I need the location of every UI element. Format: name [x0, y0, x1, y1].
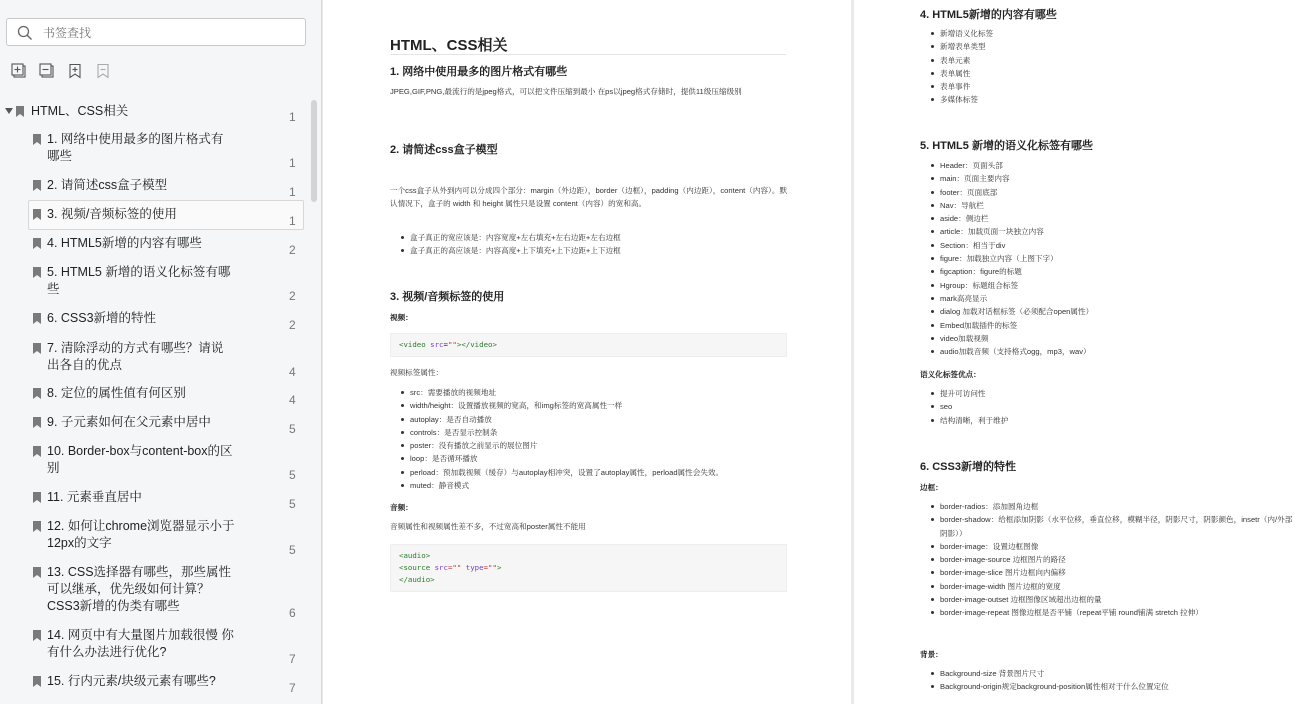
list-item: border-image-repeat 图像边框是否平铺（repeat平铺 round铺满 stretch 拉伸） [940, 606, 1296, 619]
list-item: aside：侧边栏 [940, 212, 1093, 225]
bookmark-icon [33, 567, 41, 578]
section-heading: 5. HTML5 新增的语义化标签有哪些 [920, 140, 1093, 152]
bullet-list [410, 231, 621, 258]
bookmark-page-number: 1 [289, 110, 296, 124]
bookmark-label: 11. 元素垂直居中 [47, 490, 142, 504]
list-item: video加载视频 [940, 332, 1093, 345]
list-item: audio加载音频（支持格式ogg，mp3，wav） [940, 345, 1093, 358]
list-item: Hgroup：标题组合标签 [940, 279, 1093, 292]
bookmark-label: 9. 子元素如何在父元素中居中 [47, 415, 211, 429]
list-item: 盒子真正的高应该是：内容高度+上下填充+上下边距+上下边框 [410, 244, 621, 257]
collapse-all-icon[interactable] [39, 63, 55, 79]
paragraph: JPEG,GIF,PNG,最流行的是jpeg格式，可以把文件压缩到最小 在ps以jpeg格式存储时，提供11级压缩级别 [390, 87, 742, 96]
list-item: 提升可访问性 [940, 387, 1008, 400]
code-token: src [430, 563, 448, 572]
bookmark-page-number: 7 [289, 681, 296, 695]
list-item: dialog 加载对话框标签（必须配合open属性） [940, 305, 1093, 318]
bullet-list [940, 27, 993, 107]
list-item: 盒子真正的宽应该是：内容宽度+左右填充+左右边距+左右边框 [410, 231, 621, 244]
bookmark-label: 1. 网络中使用最多的图片格式有哪些 [47, 132, 224, 163]
bookmark-page-number: 5 [289, 497, 296, 511]
bookmark-label: 10. Border-box与content-box的区别 [47, 444, 233, 475]
remove-bookmark-icon[interactable] [95, 63, 111, 79]
list-item: border-image-width 图片边框的宽度 [940, 580, 1296, 593]
section-heading: 3. 视频/音频标签的使用 [390, 291, 505, 303]
list-item: 表单属性 [940, 67, 993, 80]
list-item: border-shadow：给框添加阴影（水平位移，垂直位移，模糊半径，阴影尺寸，阴影颜色，insetr（内/外部阴影）） [940, 513, 1296, 540]
list-item: perload：预加载视频（缓存）与autoplay相冲突，设置了autoplay属性，perload属性会失效。 [410, 466, 723, 479]
list-item: 表单元素 [940, 54, 993, 67]
audio-code-block [390, 544, 787, 592]
bookmark-icon [33, 446, 41, 457]
list-item: border-image-source 边框图片的路径 [940, 553, 1296, 566]
bookmark-label: 8. 定位的属性值有何区别 [47, 386, 186, 400]
list-item: main：页面主要内容 [940, 172, 1093, 185]
list-item: 表单事件 [940, 80, 993, 93]
bookmark-search-box[interactable] [6, 18, 306, 46]
section-heading: 2. 请简述css盒子模型 [390, 144, 498, 156]
bookmark-page-number: 4 [289, 365, 296, 379]
document-page-2 [854, 0, 1302, 704]
bookmark-icon [33, 492, 41, 503]
bullet-list [940, 667, 1169, 694]
list-item: src：需要播放的视频地址 [410, 386, 723, 399]
bookmark-icon [33, 180, 41, 191]
bookmark-page-number: 1 [289, 185, 296, 199]
bookmark-label: 7. 清除浮动的方式有哪些？请说出各自的优点 [47, 341, 224, 372]
list-item: border-image-outset 边框图像区域超出边框的量 [940, 593, 1296, 606]
bookmark-page-number: 5 [289, 468, 296, 482]
list-item: 新增语义化标签 [940, 27, 993, 40]
bookmark-page-number: 2 [289, 289, 296, 303]
code-token: ="" [447, 563, 462, 572]
bookmark-label: 12. 如何让chrome浏览器显示小于12px的文字 [47, 519, 235, 550]
bookmark-icon [33, 238, 41, 249]
bookmark-page-number: 2 [289, 318, 296, 332]
bookmark-page-number: 6 [289, 606, 296, 620]
bookmark-page-number: 5 [289, 422, 296, 436]
code-token: </audio> [399, 575, 435, 584]
code-token: = [443, 340, 448, 349]
bookmark-label: 5. HTML5 新增的语义化标签有哪些 [47, 265, 231, 296]
bookmark-page-number: 1 [289, 214, 296, 228]
list-item: Section：相当于div [940, 239, 1093, 252]
video-attrs-list [410, 386, 723, 492]
bookmark-icon [33, 343, 41, 354]
bookmark-page-number: 2 [289, 243, 296, 257]
bookmark-page-number: 4 [289, 393, 296, 407]
search-icon [17, 25, 33, 41]
bookmark-icon [33, 267, 41, 278]
list-item: mark高亮显示 [940, 292, 1093, 305]
code-token: <video [399, 340, 426, 349]
list-item: seo [940, 400, 1008, 413]
audio-label: 音频： [390, 503, 413, 512]
code-token: type [461, 563, 484, 572]
bookmark-label: 3. 视频/音频标签的使用 [47, 207, 177, 221]
code-token: "" [447, 340, 457, 349]
bookmark-icon [33, 388, 41, 399]
bookmark-icon [33, 417, 41, 428]
list-item: figcaption：figure的标题 [940, 265, 1093, 278]
bookmark-label: 15. 行内元素/块级元素有哪些? [47, 674, 216, 688]
bookmark-icon [33, 676, 41, 687]
list-item: loop：是否循环播放 [410, 452, 723, 465]
collapse-caret-icon[interactable] [5, 108, 13, 114]
code-token: src [425, 340, 444, 349]
sidebar-scrollbar[interactable] [311, 100, 317, 202]
list-item: Background-size 背景图片尺寸 [940, 667, 1169, 680]
list-item: footer：页面底部 [940, 186, 1093, 199]
bookmark-label: 13. CSS选择器有哪些，那些属性可以继承，优先级如何计算？CSS3新增的伪类有哪些 [47, 565, 232, 613]
list-item: controls：是否显示控制条 [410, 426, 723, 439]
list-item: 新增表单类型 [940, 40, 993, 53]
document-page-1 [323, 0, 851, 704]
list-item: autoplay：是否自动播放 [410, 413, 723, 426]
bookmark-icon [33, 209, 41, 220]
list-item: border-image：设置边框图像 [940, 540, 1296, 553]
bookmark-label: 4. HTML5新增的内容有哪些 [47, 236, 202, 250]
section-heading: 1. 网络中使用最多的图片格式有哪些 [390, 66, 568, 78]
code-token: ="" [483, 563, 497, 572]
page-title: HTML、CSS相关 [390, 37, 508, 54]
bookmark-label: 14. 网页中有大量图片加载很慢 你有什么办法进行优化? [47, 628, 234, 659]
list-item: muted：静音模式 [410, 479, 723, 492]
section-heading: 6. CSS3新增的特性 [920, 461, 1016, 473]
list-item: 结构清晰，利于维护 [940, 414, 1008, 427]
semantic-label: 语义化标签优点： [920, 370, 981, 379]
bullet-list [940, 500, 1296, 620]
list-item: Embed加载插件的标签 [940, 319, 1093, 332]
list-item: border-radios：添加圆角边框 [940, 500, 1296, 513]
expand-all-icon[interactable] [11, 63, 27, 79]
bookmark-label: 2. 请简述css盒子模型 [47, 178, 168, 192]
list-item: poster：没有播放之前显示的展位图片 [410, 439, 723, 452]
code-token: <source [399, 563, 431, 572]
video-attrs-label: 视频标签属性： [390, 368, 444, 377]
video-label: 视频： [390, 313, 413, 322]
paragraph: 音频属性和视频属性差不多，不过宽高和poster属性不能用 [390, 522, 586, 531]
bookmark-label: 6. CSS3新增的特性 [47, 311, 157, 325]
bookmark-sidebar [0, 0, 322, 704]
bookmark-icon [33, 313, 41, 324]
code-token: ></video> [456, 340, 497, 349]
bullet-list [940, 387, 1008, 427]
list-item: 多媒体标签 [940, 93, 993, 106]
video-code-block [390, 333, 787, 357]
bookmark-icon [33, 630, 41, 641]
code-token: > [496, 563, 502, 572]
border-label: 边框： [920, 483, 943, 492]
list-item: article：加载页面一块独立内容 [940, 225, 1093, 238]
bookmark-label: HTML、CSS相关 [31, 104, 129, 118]
section-heading: 4. HTML5新增的内容有哪些 [920, 9, 1057, 21]
bookmark-page-number: 5 [289, 543, 296, 557]
bookmark-icon [33, 134, 41, 145]
list-item: width/height：设置播放视频的宽高，和img标签的宽高属性一样 [410, 399, 723, 412]
list-item: Header：页面头部 [940, 159, 1093, 172]
bullet-list [940, 159, 1093, 358]
bookmark-search-input[interactable] [41, 23, 295, 43]
bookmark-page-number: 1 [289, 156, 296, 170]
bookmark-icon [16, 106, 24, 117]
bookmark-icon [33, 521, 41, 532]
bookmark-page-number: 7 [289, 652, 296, 666]
list-item: Nav：导航栏 [940, 199, 1093, 212]
list-item: figure：加载独立内容（上图下字） [940, 252, 1093, 265]
background-label: 背景： [920, 650, 943, 659]
list-item: Background-origin规定background-position属性相对于什么位置定位 [940, 680, 1169, 693]
title-divider [390, 54, 786, 55]
code-token: <audio> [399, 551, 431, 560]
paragraph: 一个css盒子从外到内可以分成四个部分：margin（外边距），border（边框），padding（内边距），content（内容）。默认情况下，盒子的 width 和 height 属性只是设置 content（内容）的宽和高。 [390, 186, 788, 208]
list-item: border-image-slice 图片边框向内偏移 [940, 566, 1296, 579]
add-bookmark-icon[interactable] [67, 63, 83, 79]
